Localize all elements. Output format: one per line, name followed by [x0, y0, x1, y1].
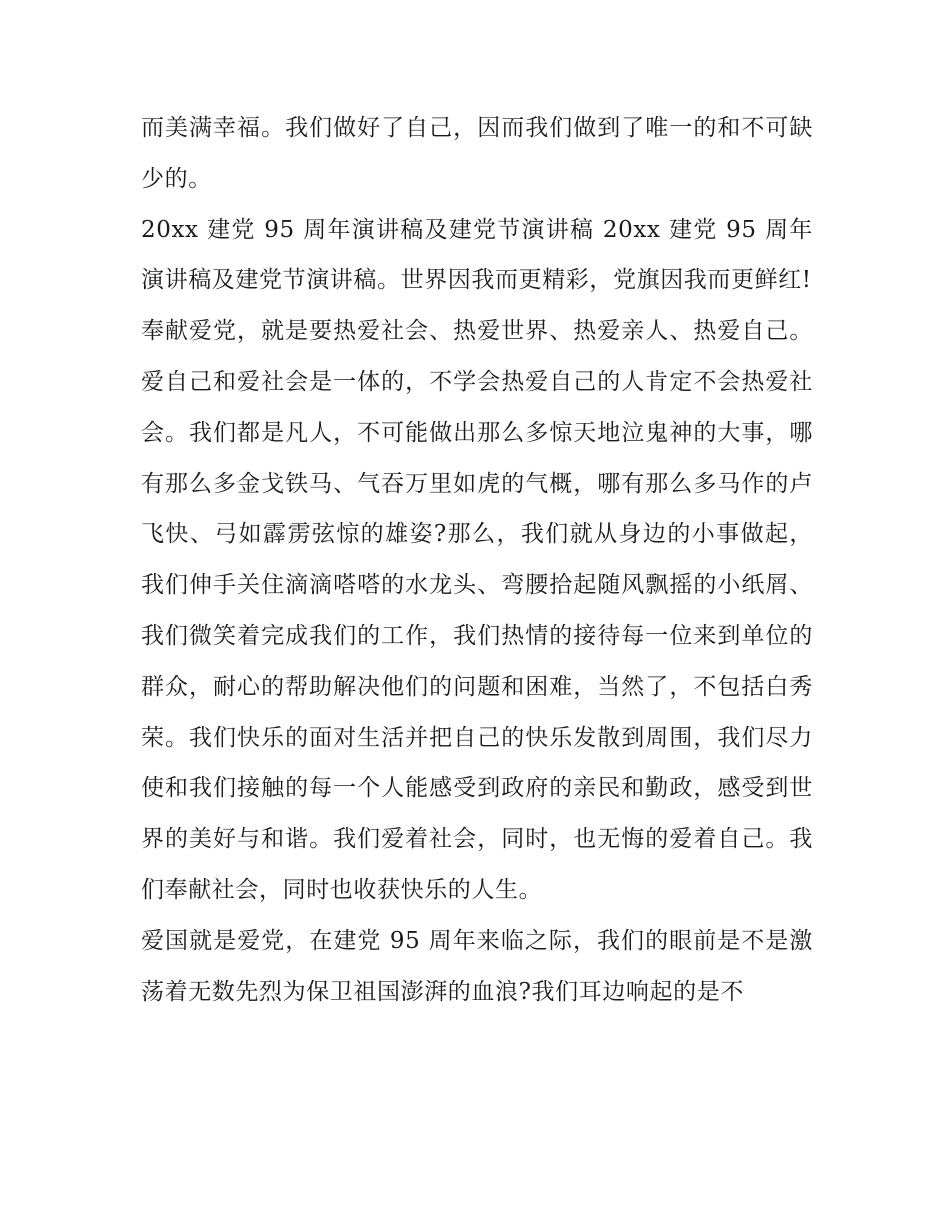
document-body	[141, 103, 813, 1017]
paragraph-1: 而美满幸福。我们做好了自己，因而我们做到了唯一的和不可缺少的。	[141, 115, 813, 192]
paragraph-4: 爱国就是爱党，在建党 95 周年来临之际，我们的眼前是不是激荡着无数先烈为保卫祖国澎湃的血浪?我们耳边响起的是不	[141, 927, 813, 1005]
paragraph-2: 20xx 建党 95 周年演讲稿及建党节演讲稿 20xx 建党 95 周年演讲稿及建党节演讲稿。世界因我而更精彩，党旗因我而更鲜红!	[141, 216, 813, 294]
paragraph-3: 奉献爱党，就是要热爱社会、热爱世界、热爱亲人、热爱自己。爱自己和爱社会是一体的，不学会热爱自己的人肯定不会热爱社会。我们都是凡人，不可能做出那么多惊天地泣鬼神的大事，哪有那么多金戈铁马、气吞万里如虎的气概，哪有那么多马作的卢飞快、弓如霹雳弦惊的雄姿?那么，我们就从身边的小事做起，我们伸手关住滴滴嗒嗒的水龙头、弯腰拾起随风飘摇的小纸屑、我们微笑着完成我们的工作，我们热情的接待每一位来到单位的群众，耐心的帮助解决他们的问题和困难，当然了，不包括白秀荣。我们快乐的面对生活并把自己的快乐发散到周围，我们尽力使和我们接触的每一个人能感受到政府的亲民和勤政，感受到世界的美好与和谐。我们爱着社会，同时，也无悔的爱着自己。我们奉献社会，同时也收获快乐的人生。	[141, 318, 813, 903]
